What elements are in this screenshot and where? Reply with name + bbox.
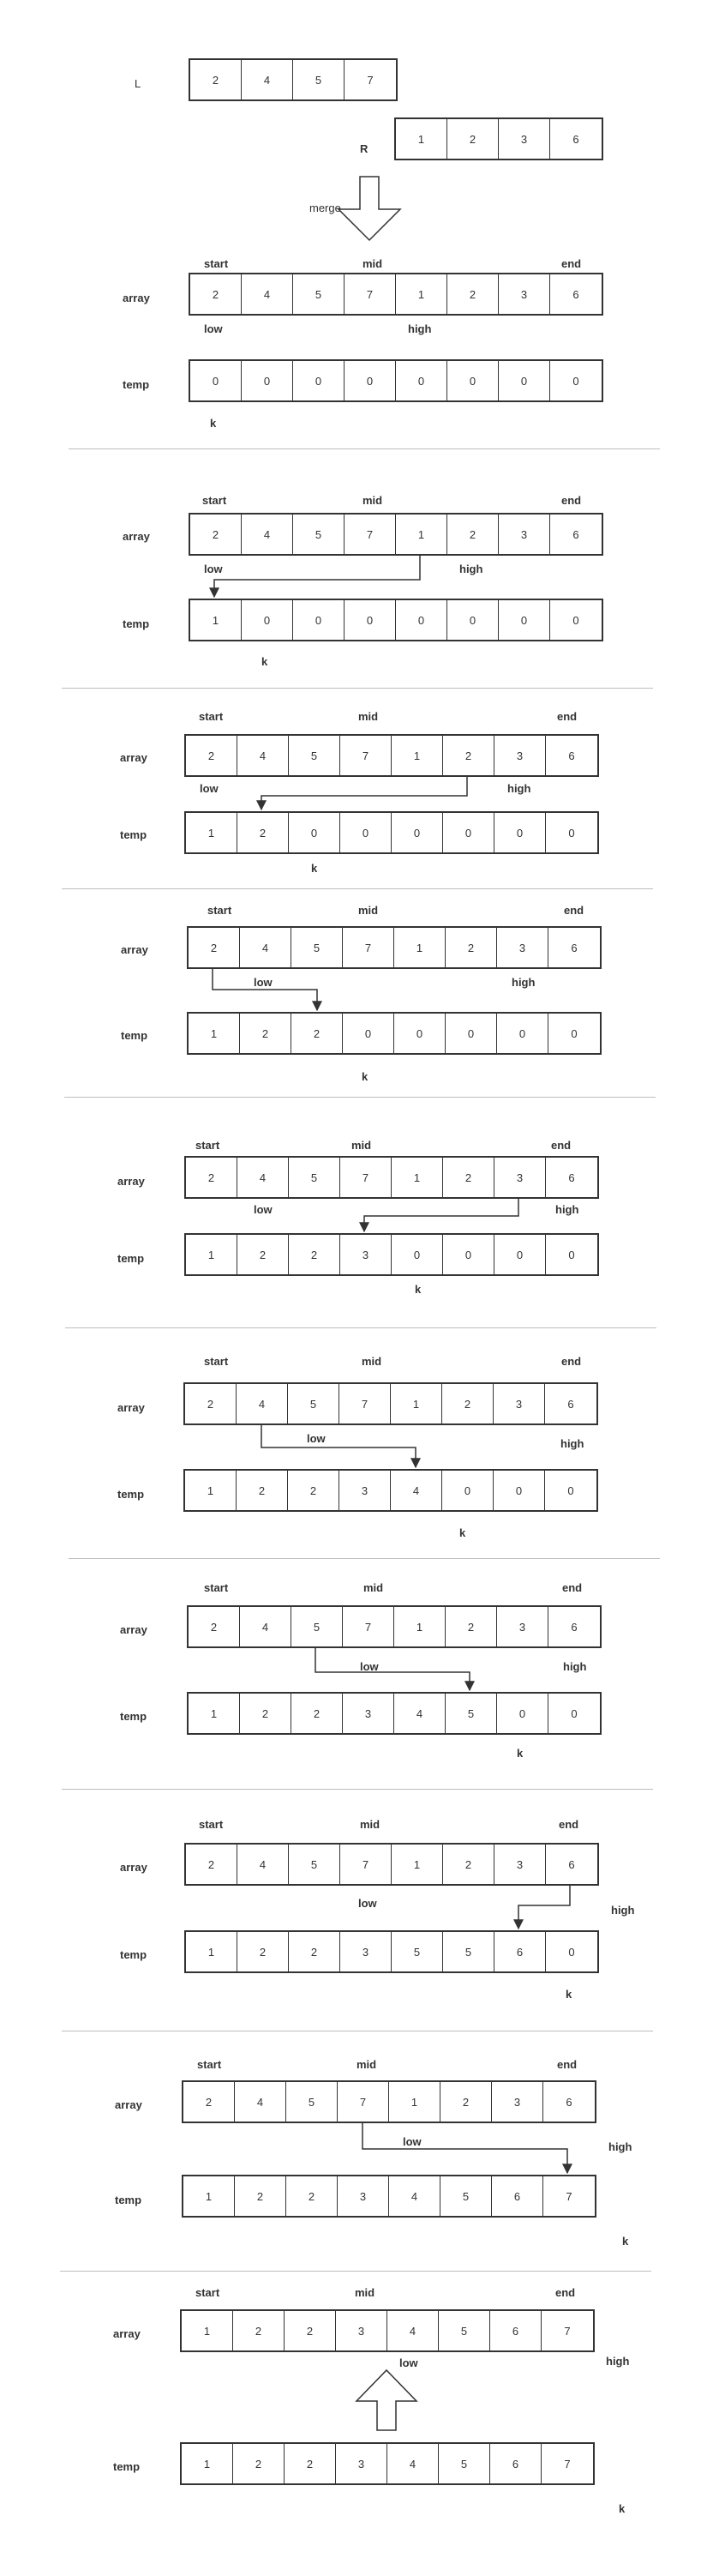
label-merge: merge (309, 202, 341, 214)
label-temp: temp (123, 378, 150, 391)
array-cell: 1 (396, 119, 447, 159)
array-cell: 5 (293, 274, 345, 314)
label-temp: temp (121, 1029, 148, 1042)
temp-cell: 0 (572, 374, 579, 388)
array-cell: 7 (338, 2082, 389, 2122)
label-end: end (561, 257, 582, 270)
label-low: low (403, 2135, 422, 2148)
array-cell: 7 (343, 928, 394, 967)
array-cell: 5 (293, 60, 345, 99)
label-low: low (399, 2356, 418, 2369)
label-end: end (555, 2286, 576, 2299)
temp-cell: 2 (291, 1694, 343, 1733)
temp-cell: 0 (443, 1235, 494, 1274)
copy-arrow (213, 969, 317, 1010)
label-start: start (207, 904, 232, 917)
copy-arrow (362, 2123, 567, 2173)
label-low: low (360, 1660, 379, 1673)
label-end: end (559, 1818, 579, 1831)
label-end: end (562, 1581, 583, 1594)
array-cell: 2 (185, 1384, 237, 1423)
label-end: end (561, 1355, 582, 1368)
temp-cell: 6 (494, 1932, 546, 1971)
label-low: low (307, 1432, 326, 1445)
array-cell: 1 (182, 2311, 233, 2350)
array-cell: 1 (392, 1845, 443, 1884)
array-cell: 4 (237, 736, 289, 775)
label-high: high (507, 782, 531, 795)
copy-arrow (518, 1886, 570, 1929)
temp-cell: 0 (568, 826, 575, 840)
array-cell: 3 (492, 2082, 543, 2122)
label-mid: mid (355, 2286, 375, 2299)
temp-cell: 6 (492, 2176, 543, 2216)
array-cell: 7 (340, 736, 392, 775)
array-cell: 7 (340, 1158, 392, 1197)
label-array: array (120, 751, 147, 764)
label-temp: temp (123, 617, 150, 630)
temp-cell: 0 (340, 813, 392, 852)
array-cell: 5 (289, 1845, 340, 1884)
label-k: k (362, 1070, 368, 1083)
label-mid: mid (362, 257, 383, 270)
temp-cell: 1 (185, 1471, 237, 1510)
array-cell: 3 (494, 1384, 545, 1423)
copy-arrow (261, 777, 467, 810)
array-cell: 4 (387, 2311, 439, 2350)
temp-cell: 4 (391, 1471, 442, 1510)
temp-cell: 0 (568, 1248, 575, 1261)
temp-cell: 0 (345, 361, 396, 400)
array-cell: 3 (336, 2311, 387, 2350)
label-mid: mid (358, 904, 379, 917)
array-cell: 3 (499, 119, 550, 159)
temp-cell: 0 (494, 1471, 545, 1510)
copy-arrow (214, 556, 420, 597)
temp-cell: 5 (446, 1694, 497, 1733)
label-start: start (197, 2058, 222, 2071)
array-cell: 1 (392, 1158, 443, 1197)
array-cell: 7 (564, 2324, 571, 2338)
temp-cell: 0 (242, 361, 293, 400)
temp-cell: 2 (233, 2444, 285, 2483)
array-cell: 4 (242, 60, 293, 99)
array-cell: 5 (291, 1607, 343, 1646)
temp-cell: 5 (440, 2176, 492, 2216)
temp-cell: 3 (336, 2444, 387, 2483)
array-cell: 4 (237, 1158, 289, 1197)
label-high: high (555, 1203, 579, 1216)
temp-cell: 4 (389, 2176, 440, 2216)
temp-cell: 2 (291, 1014, 343, 1053)
temp-cell: 0 (447, 600, 499, 640)
label-temp: temp (117, 1488, 145, 1501)
label-array: array (120, 1861, 147, 1874)
array-cell: 1 (396, 274, 447, 314)
temp-cell: 0 (343, 1014, 394, 1053)
array-cell: 6 (568, 749, 575, 762)
array-cell: 3 (494, 736, 546, 775)
label-temp: temp (120, 1948, 147, 1961)
array-cell: 5 (439, 2311, 490, 2350)
temp-cell: 2 (237, 1932, 289, 1971)
temp-cell: 2 (237, 813, 289, 852)
array-cell: 5 (289, 1158, 340, 1197)
temp-cell: 0 (190, 361, 242, 400)
temp-cell: 1 (182, 2444, 233, 2483)
array-cell: 1 (396, 515, 447, 554)
temp-cell: 4 (394, 1694, 446, 1733)
label-start: start (195, 1139, 220, 1152)
temp-cell: 0 (293, 600, 345, 640)
label-start: start (204, 1581, 229, 1594)
array-cell: 6 (572, 132, 579, 146)
temp-cell: 0 (345, 600, 396, 640)
temp-cell: 3 (343, 1694, 394, 1733)
temp-cell: 2 (237, 1235, 289, 1274)
array-cell: 3 (497, 1607, 548, 1646)
label-k: k (517, 1747, 524, 1760)
temp-cell: 0 (571, 1026, 578, 1040)
array-cell: 5 (288, 1384, 339, 1423)
temp-cell: 0 (392, 813, 443, 852)
temp-cell: 0 (497, 1694, 548, 1733)
label-mid: mid (358, 710, 379, 723)
temp-cell: 0 (567, 1484, 574, 1497)
array-cell: 7 (343, 1607, 394, 1646)
array-cell: 2 (190, 515, 242, 554)
array-cell: 3 (499, 274, 550, 314)
temp-cell: 0 (392, 1235, 443, 1274)
array-cell: 4 (235, 2082, 286, 2122)
label-high: high (608, 2140, 632, 2153)
temp-cell: 7 (564, 2457, 571, 2471)
label-k: k (261, 655, 268, 668)
temp-cell: 3 (339, 1471, 391, 1510)
temp-cell: 1 (189, 1694, 240, 1733)
temp-cell: 0 (571, 1706, 578, 1720)
temp-cell: 1 (186, 1235, 237, 1274)
array-cell: 1 (394, 1607, 446, 1646)
temp-cell: 0 (242, 600, 293, 640)
label-array: array (120, 1623, 147, 1636)
array-cell: 3 (494, 1845, 546, 1884)
array-cell: 6 (568, 1171, 575, 1184)
label-low: low (200, 782, 219, 795)
array-cell: 6 (567, 1397, 574, 1411)
temp-cell: 0 (443, 813, 494, 852)
array-cell: 2 (233, 2311, 285, 2350)
array-cell: 7 (340, 1845, 392, 1884)
label-k: k (459, 1526, 466, 1539)
label-high: high (606, 2355, 630, 2368)
temp-cell: 3 (340, 1932, 392, 1971)
label-temp: temp (115, 2194, 142, 2206)
label-temp: temp (113, 2460, 141, 2473)
temp-cell: 0 (396, 361, 447, 400)
label-k: k (311, 862, 318, 875)
copy-back-up-arrow-icon (356, 2370, 416, 2430)
label-high: high (560, 1437, 584, 1450)
label-mid: mid (363, 1581, 384, 1594)
array-cell: 2 (190, 274, 242, 314)
array-cell: 2 (189, 1607, 240, 1646)
temp-cell: 1 (183, 2176, 235, 2216)
array-cell: 2 (447, 274, 499, 314)
label-array: array (117, 1401, 145, 1414)
array-cell: 2 (190, 60, 242, 99)
array-cell: 3 (494, 1158, 546, 1197)
array-cell: 1 (394, 928, 446, 967)
label-low: low (254, 976, 273, 989)
array-cell: 2 (443, 736, 494, 775)
temp-cell: 5 (439, 2444, 490, 2483)
array-cell: 2 (186, 1845, 237, 1884)
array-cell: 6 (490, 2311, 542, 2350)
array-cell: 6 (572, 287, 579, 301)
label-k: k (619, 2502, 626, 2515)
array-cell: 6 (572, 527, 579, 541)
array-cell: 5 (291, 928, 343, 967)
label-temp: temp (117, 1252, 145, 1265)
array-cell: 1 (389, 2082, 440, 2122)
temp-cell: 2 (286, 2176, 338, 2216)
label-array: array (123, 292, 150, 304)
label-start: start (195, 2286, 220, 2299)
array-cell: 1 (391, 1384, 442, 1423)
array-cell: 3 (497, 928, 548, 967)
label-mid: mid (360, 1818, 380, 1831)
array-cell: 6 (566, 2095, 572, 2109)
array-cell: 2 (447, 119, 499, 159)
temp-cell: 0 (293, 361, 345, 400)
temp-cell: 0 (289, 813, 340, 852)
temp-cell: 0 (494, 1235, 546, 1274)
temp-cell: 3 (338, 2176, 389, 2216)
label-end: end (551, 1139, 572, 1152)
temp-cell: 2 (240, 1014, 291, 1053)
array-cell: 5 (286, 2082, 338, 2122)
label-array: array (123, 530, 150, 543)
temp-cell: 7 (566, 2189, 572, 2203)
array-cell: 7 (367, 73, 374, 87)
label-k: k (566, 1988, 572, 2001)
label-array: array (117, 1175, 145, 1188)
array-cell: 4 (237, 1384, 288, 1423)
label-high: high (408, 322, 432, 335)
label-array: array (115, 2098, 142, 2111)
temp-cell: 0 (499, 361, 550, 400)
temp-cell: 5 (443, 1932, 494, 1971)
label-array: array (121, 943, 148, 956)
array-cell: 5 (293, 515, 345, 554)
temp-cell: 0 (494, 813, 546, 852)
array-cell: 2 (446, 1607, 497, 1646)
array-cell: 2 (189, 928, 240, 967)
label-start: start (202, 494, 227, 507)
array-cell: 7 (345, 274, 396, 314)
label-R: R (360, 142, 368, 155)
temp-cell: 0 (446, 1014, 497, 1053)
temp-cell: 0 (394, 1014, 446, 1053)
array-cell: 2 (447, 515, 499, 554)
temp-cell: 0 (447, 361, 499, 400)
temp-cell: 6 (490, 2444, 542, 2483)
temp-cell: 5 (392, 1932, 443, 1971)
label-array: array (113, 2327, 141, 2340)
array-cell: 2 (186, 736, 237, 775)
label-L: L (135, 77, 141, 90)
temp-cell: 0 (497, 1014, 548, 1053)
array-cell: 2 (285, 2311, 336, 2350)
array-cell: 3 (499, 515, 550, 554)
label-high: high (459, 563, 483, 575)
label-end: end (561, 494, 582, 507)
copy-arrow (315, 1648, 470, 1690)
array-cell: 7 (339, 1384, 391, 1423)
array-cell: 1 (392, 736, 443, 775)
temp-cell: 1 (189, 1014, 240, 1053)
label-start: start (204, 1355, 229, 1368)
label-low: low (204, 322, 223, 335)
label-low: low (204, 563, 223, 575)
label-mid: mid (351, 1139, 372, 1152)
label-k: k (210, 417, 217, 430)
array-cell: 4 (240, 1607, 291, 1646)
label-temp: temp (120, 828, 147, 841)
temp-cell: 1 (186, 1932, 237, 1971)
array-cell: 4 (237, 1845, 289, 1884)
temp-cell: 1 (190, 600, 242, 640)
temp-cell: 2 (285, 2444, 336, 2483)
label-low: low (358, 1897, 377, 1910)
array-cell: 2 (443, 1158, 494, 1197)
temp-cell: 1 (186, 813, 237, 852)
temp-cell: 0 (499, 600, 550, 640)
array-cell: 4 (240, 928, 291, 967)
temp-cell: 3 (340, 1235, 392, 1274)
temp-cell: 0 (442, 1471, 494, 1510)
array-cell: 6 (568, 1857, 575, 1871)
label-start: start (199, 1818, 224, 1831)
temp-cell: 2 (235, 2176, 286, 2216)
label-high: high (611, 1904, 635, 1917)
array-cell: 2 (446, 928, 497, 967)
label-low: low (254, 1203, 273, 1216)
temp-cell: 2 (240, 1694, 291, 1733)
temp-cell: 4 (387, 2444, 439, 2483)
label-mid: mid (362, 494, 383, 507)
temp-cell: 0 (568, 1945, 575, 1959)
temp-cell: 0 (572, 613, 579, 627)
array-cell: 2 (183, 2082, 235, 2122)
array-cell: 4 (242, 515, 293, 554)
label-end: end (557, 2058, 578, 2071)
temp-cell: 2 (237, 1471, 288, 1510)
copy-arrow (364, 1199, 518, 1231)
array-cell: 2 (186, 1158, 237, 1197)
label-mid: mid (362, 1355, 382, 1368)
label-high: high (563, 1660, 587, 1673)
array-cell: 7 (345, 515, 396, 554)
temp-cell: 2 (289, 1235, 340, 1274)
temp-cell: 2 (289, 1932, 340, 1971)
array-cell: 5 (289, 736, 340, 775)
label-start: start (204, 257, 229, 270)
label-temp: temp (120, 1710, 147, 1723)
array-cell: 2 (440, 2082, 492, 2122)
temp-cell: 0 (396, 600, 447, 640)
array-cell: 2 (442, 1384, 494, 1423)
label-end: end (564, 904, 584, 917)
temp-cell: 2 (288, 1471, 339, 1510)
array-cell: 6 (571, 1620, 578, 1634)
label-end: end (557, 710, 578, 723)
copy-arrow (261, 1425, 416, 1467)
label-k: k (415, 1283, 422, 1296)
label-start: start (199, 710, 224, 723)
label-high: high (512, 976, 536, 989)
array-cell: 2 (443, 1845, 494, 1884)
array-cell: 6 (571, 941, 578, 954)
label-mid: mid (356, 2058, 377, 2071)
label-k: k (622, 2235, 629, 2248)
array-cell: 4 (242, 274, 293, 314)
